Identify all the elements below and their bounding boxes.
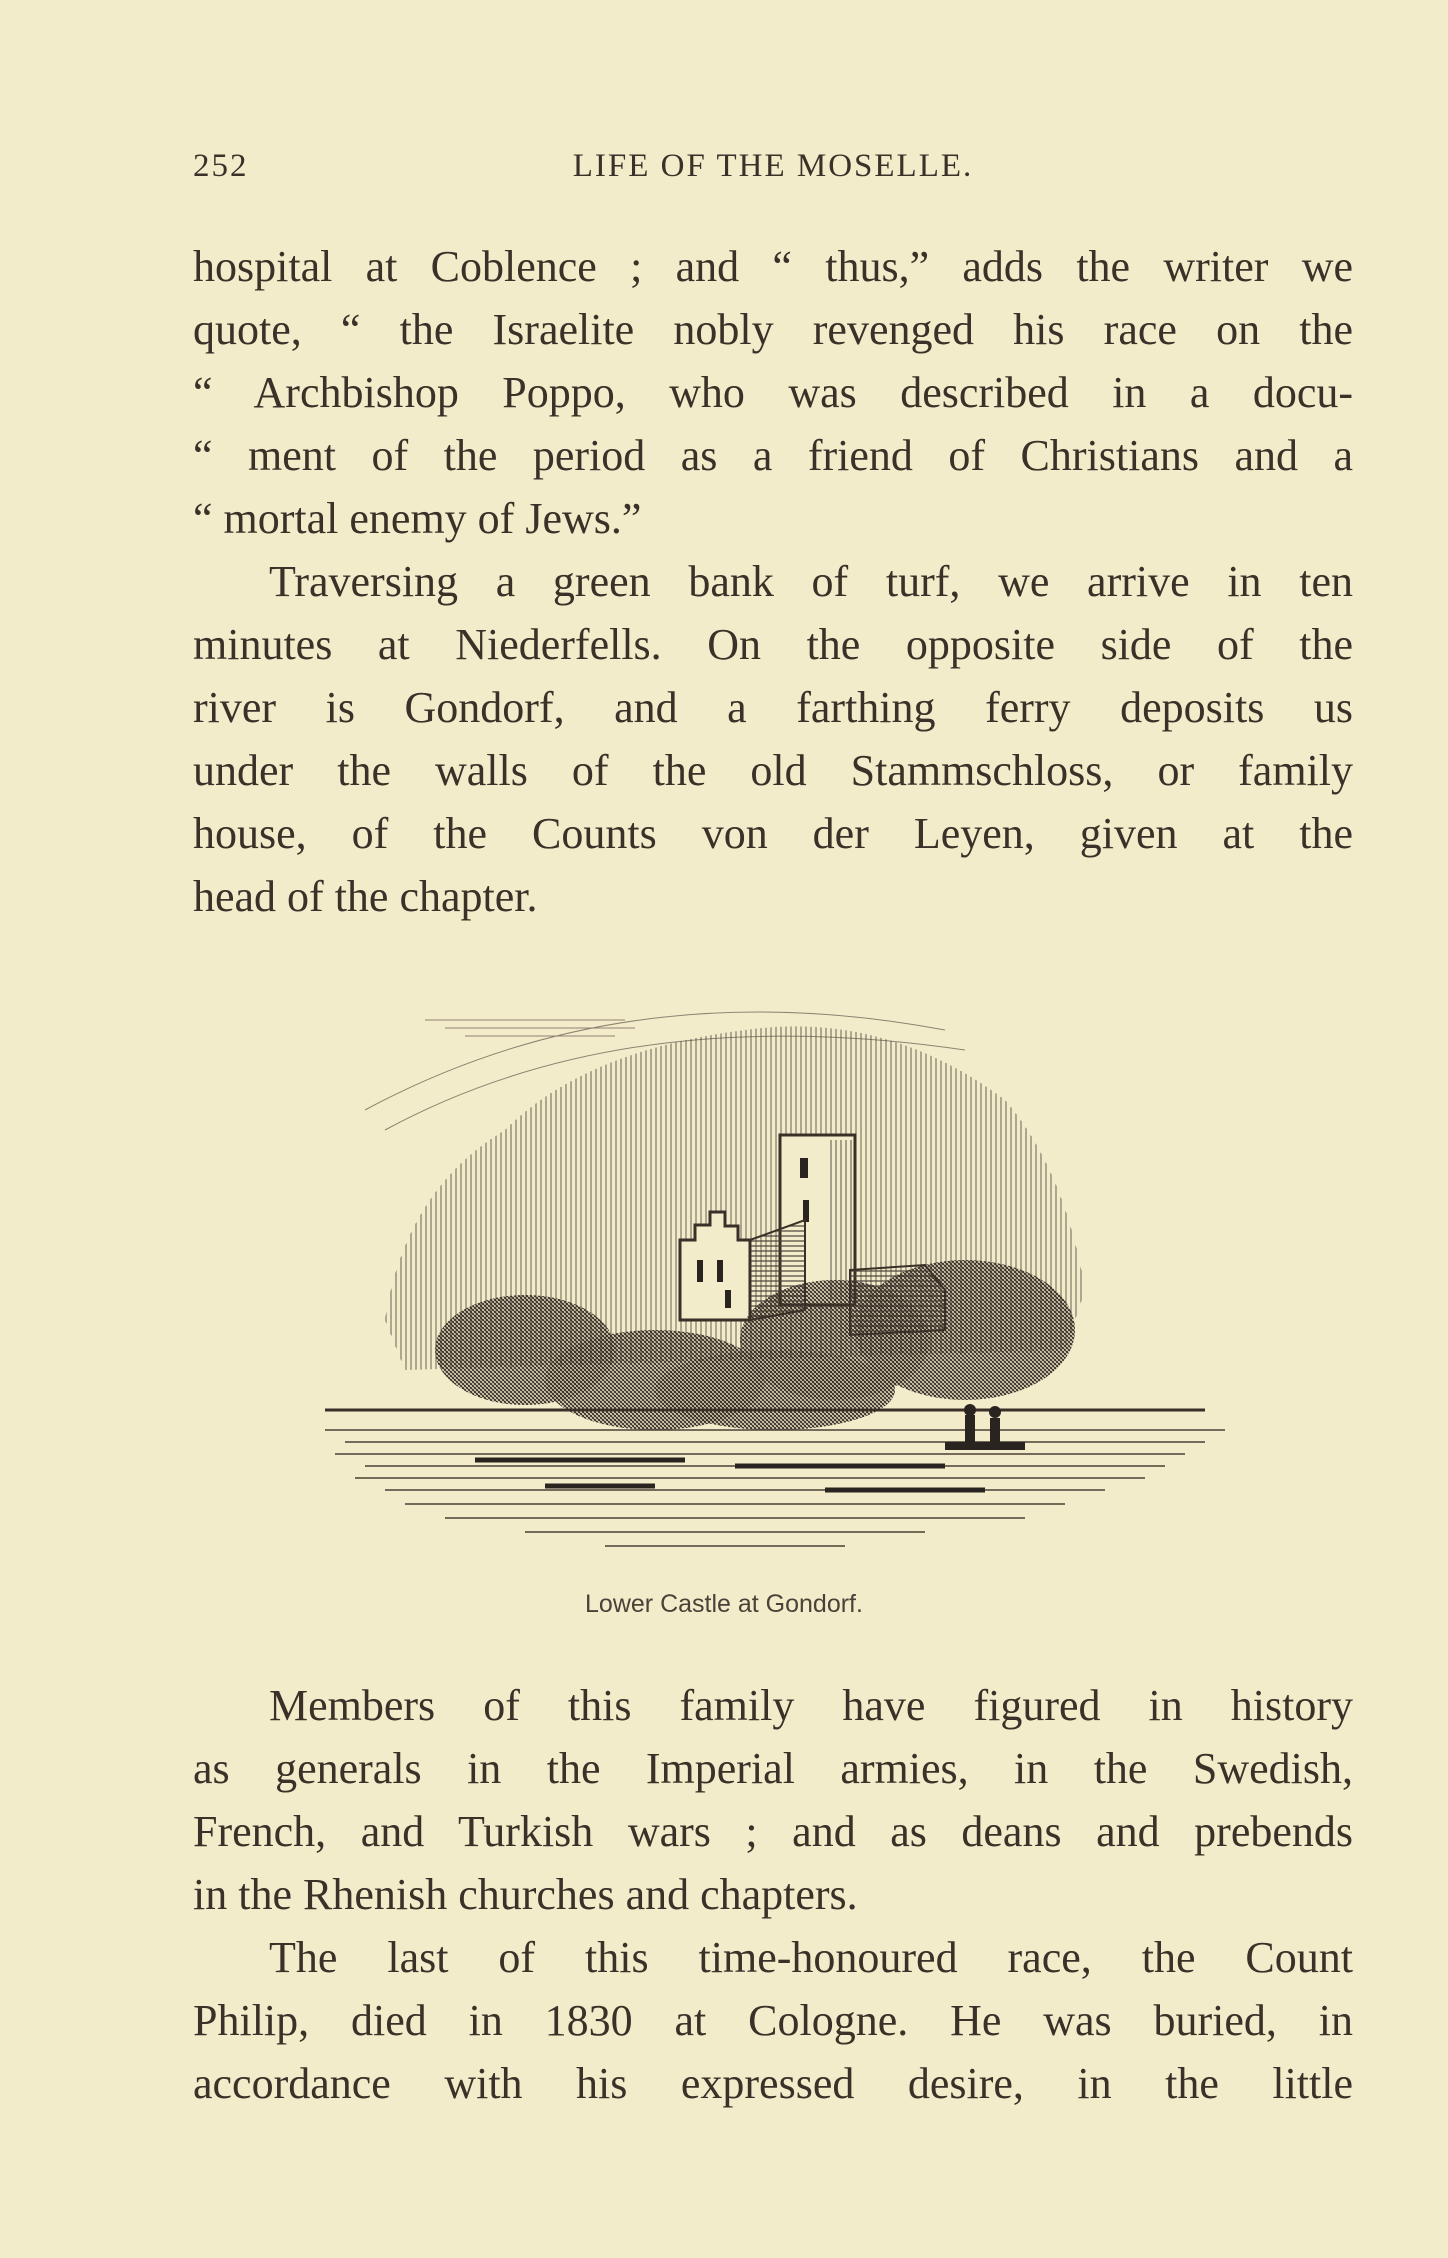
text-block-bottom <box>193 1674 1353 2115</box>
text-line: Members of this family have figured in history <box>269 1681 1353 1730</box>
text-line: French, and Turkish wars ; and as deans and prebends <box>193 1807 1353 1856</box>
castle-engraving <box>325 990 1225 1570</box>
text-line: accordance with his expressed desire, in the little <box>193 2059 1353 2108</box>
text-line: “ Archbishop Poppo, who was described in a docu- <box>193 368 1353 417</box>
running-head: LIFE OF THE MOSELLE. <box>572 148 974 184</box>
text-line: “ mortal enemy of Jews.” <box>193 494 642 543</box>
text-line: quote, “ the Israelite nobly revenged his race on the <box>193 305 1353 354</box>
text-line: minutes at Niederfells. On the opposite side of the <box>193 620 1353 669</box>
text-block-top <box>193 235 1353 928</box>
text-line: hospital at Coblence ; and “ thus,” adds the writer we <box>193 242 1353 291</box>
text-line: house, of the Counts von der Leyen, given at the <box>193 809 1353 858</box>
text-line: Traversing a green bank of turf, we arrive in ten <box>269 557 1353 606</box>
text-line: under the walls of the old Stammschloss, or family <box>193 746 1353 795</box>
text-line: The last of this time-honoured race, the Count <box>269 1933 1353 1982</box>
text-line: in the Rhenish churches and chapters. <box>193 1870 858 1919</box>
text-line: head of the chapter. <box>193 872 538 921</box>
text-line: Philip, died in 1830 at Cologne. He was buried, in <box>193 1996 1353 2045</box>
page-number: 252 <box>193 148 249 184</box>
text-line: as generals in the Imperial armies, in the Swedish, <box>193 1744 1353 1793</box>
page-header <box>193 148 1353 188</box>
text-line: “ ment of the period as a friend of Christians and a <box>193 431 1353 480</box>
figure-caption: Lower Castle at Gondorf. <box>585 1590 863 1618</box>
text-line: river is Gondorf, and a farthing ferry deposits us <box>193 683 1353 732</box>
